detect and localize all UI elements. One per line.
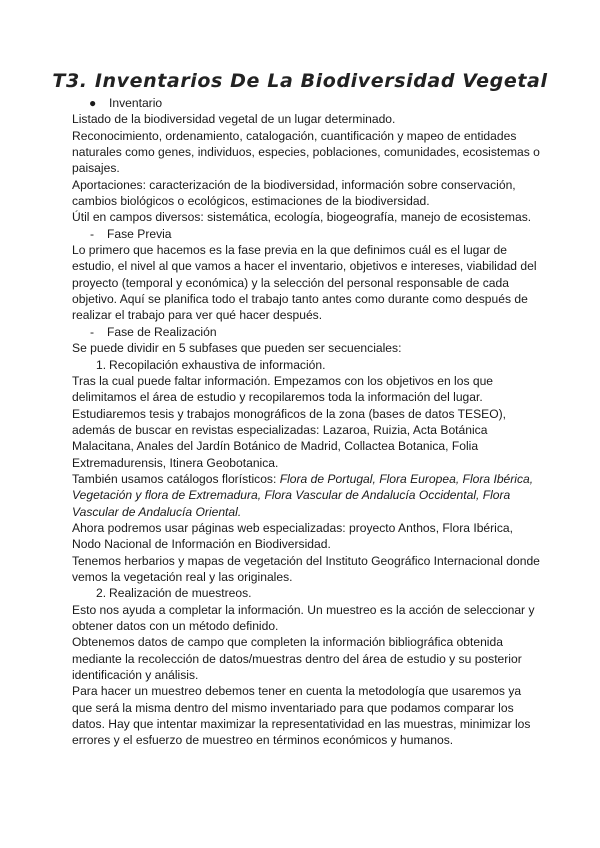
- bullet-item-inventario: [72, 95, 542, 111]
- catalog-list-italic: Flora de Portugal, Flora Europea, Flora Ibérica, Vegetación y flora de Extremadura, Flora Vascular de Andalucía Occidental, Flora Vascular de Andalucía Oriental.: [72, 471, 534, 519]
- paragraph-catalogos: [72, 471, 542, 520]
- numbered-item-1: [72, 357, 542, 373]
- paragraph: Esto nos ayuda a completar la información. Un muestreo es la acción de seleccionar y obtener datos con un método definido.: [72, 602, 535, 633]
- paragraph: Ahora podremos usar páginas web especializadas: proyecto Anthos, Flora Ibérica, Nodo Nacional de Información en Biodiversidad.: [72, 520, 513, 552]
- dash-item-fase-previa: [72, 226, 542, 242]
- numbered-item-2: [72, 585, 542, 601]
- paragraph: Lo primero que hacemos es la fase previa en la que definimos cuál es el lugar de estudio, el nivel al que vamos a hacer el inventario, objetivos e intereses, viabilidad del proyecto (temporal y económica) y la selección del personal responsable de cada objetivo. Aquí se planifica todo el trabajo tanto antes como durante como después de realizar el trabajo para ver qué hacer después.: [72, 243, 537, 323]
- number-marker: 2.: [96, 586, 107, 601]
- dash-item-fase-realizacion: [72, 324, 542, 340]
- paragraph: Tras la cual puede faltar información. Empezamos con los objetivos en los que delimitamos el área de estudio y recopilaremos toda la información del lugar.: [72, 373, 494, 405]
- paragraph: Útil en campos diversos: sistemática, ecología, biogeografía, manejo de ecosistemas.: [72, 210, 532, 225]
- paragraph: Listado de la biodiversidad vegetal de un lugar determinado.: [72, 112, 396, 127]
- paragraph: Estudiaremos tesis y trabajos monográficos de la zona (bases de datos TESEO), además de buscar en revistas especializadas: Lazaroa, Ruizia, Acta Botánica Malacitana, Anales del Jardín Botánico de Madrid, Collactea Botanica, Folia Extremadurensis, Itinera Geobotanica.: [72, 406, 507, 470]
- paragraph: Reconocimiento, ordenamiento, catalogación, cuantificación y mapeo de entidades naturales como genes, individuos, especies, poblaciones, comunidades, ecosistemas o paisajes.: [72, 128, 540, 176]
- bullet-icon: ●: [89, 96, 97, 110]
- dash-marker: -: [90, 324, 95, 339]
- dash-text: Fase de Realización: [107, 324, 217, 339]
- document-body: [72, 95, 542, 749]
- paragraph: Tenemos herbarios y mapas de vegetación del Instituto Geográfico Internacional donde vemos la vegetación real y las originales.: [72, 553, 540, 584]
- numbered-text: Recopilación exhaustiva de información.: [109, 357, 326, 372]
- bullet-text: Inventario: [109, 96, 163, 110]
- dash-marker: -: [90, 226, 95, 241]
- paragraph: Aportaciones: caracterización de la biodiversidad, información sobre conservación, cambios biológicos o ecológicos, estimaciones de la biodiversidad.: [72, 177, 516, 209]
- dash-text: Fase Previa: [107, 226, 172, 241]
- page-title: T3. Inventarios De La Biodiversidad Vegetal: [52, 70, 548, 92]
- numbered-text: Realización de muestreos.: [109, 586, 252, 601]
- number-marker: 1.: [96, 357, 107, 372]
- paragraph-lead: También usamos catálogos florísticos:: [72, 471, 280, 486]
- paragraph: Para hacer un muestreo debemos tener en cuenta la metodología que usaremos ya que será la misma dentro del mismo inventariado para que podamos comparar los datos. Hay que intentar maximizar la representatividad en las muestras, minimizar los errores y el esfuerzo de muestreo en términos económicos y humanos.: [72, 684, 531, 748]
- paragraph: Se puede dividir en 5 subfases que pueden ser secuenciales:: [72, 341, 402, 356]
- paragraph: Obtenemos datos de campo que completen la información bibliográfica obtenida mediante la recolección de datos/muestras dentro del área de estudio y su posterior identificación y análisis.: [72, 635, 522, 683]
